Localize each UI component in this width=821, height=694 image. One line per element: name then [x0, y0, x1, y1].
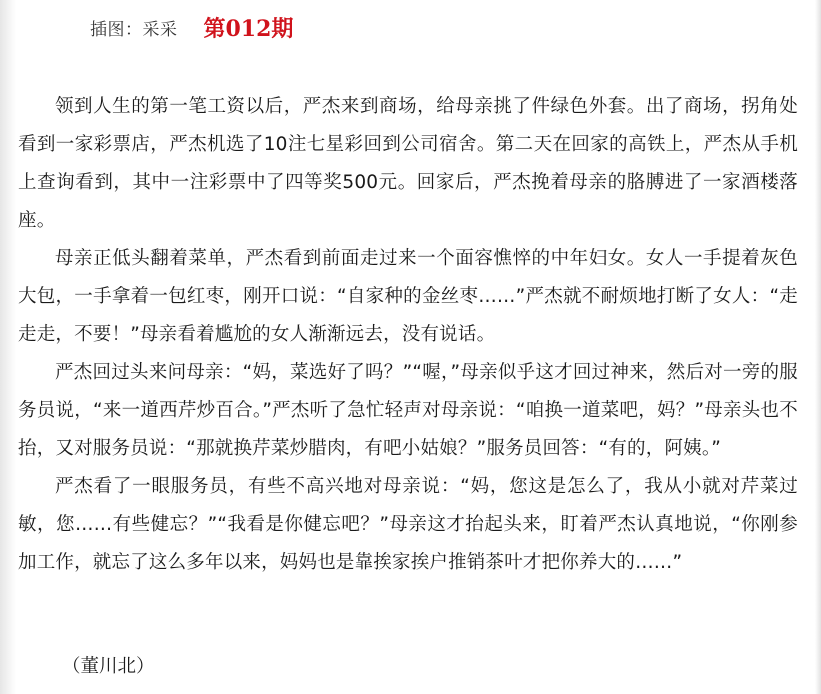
paragraph-3: 严杰回过头来问母亲：“妈，菜选好了吗？”“喔，”母亲似乎这才回过神来，然后对一旁的服务员说，“来一道西芹炒百合。”严杰听了急忙轻声对母亲说：“咱换一道菜吧，妈？”母亲头也不抬，又对服务员说：“那就换芹菜炒腊肉，有吧小姑娘？”服务员回答：“有的，阿姨。” [18, 362, 798, 459]
page-left-edge [0, 0, 16, 694]
article-body [18, 88, 798, 582]
issue-number: 第012期 [203, 15, 294, 42]
article-header [90, 10, 293, 44]
page-right-edge [815, 0, 821, 694]
author-byline: （董川北） [62, 656, 155, 677]
illustration-credit: 插图：采采 [90, 19, 178, 40]
paragraph-1: 领到人生的第一笔工资以后，严杰来到商场，给母亲挑了件绿色外套。出了商场，拐角处看到一家彩票店，严杰机选了10注七星彩回到公司宿舍。第二天在回家的高铁上，严杰从手机上查询看到，其中一注彩票中了四等奖500元。回家后，严杰挽着母亲的胳膊进了一家酒楼落座。 [18, 96, 798, 231]
paragraph-4: 严杰看了一眼服务员，有些不高兴地对母亲说：“妈，您这是怎么了，我从小就对芹菜过敏，您……有些健忘？”“我看是你健忘吧？”母亲这才抬起头来，盯着严杰认真地说，“你刚参加工作，就忘了这么多年以来，妈妈也是靠挨家挨户推销茶叶才把你养大的……” [18, 476, 798, 573]
paragraph-2: 母亲正低头翻着菜单，严杰看到前面走过来一个面容憔悴的中年妇女。女人一手提着灰色大包，一手拿着一包红枣，刚开口说：“自家种的金丝枣……”严杰就不耐烦地打断了女人：“走走走，不要！”母亲看着尴尬的女人渐渐远去，没有说话。 [18, 248, 798, 345]
